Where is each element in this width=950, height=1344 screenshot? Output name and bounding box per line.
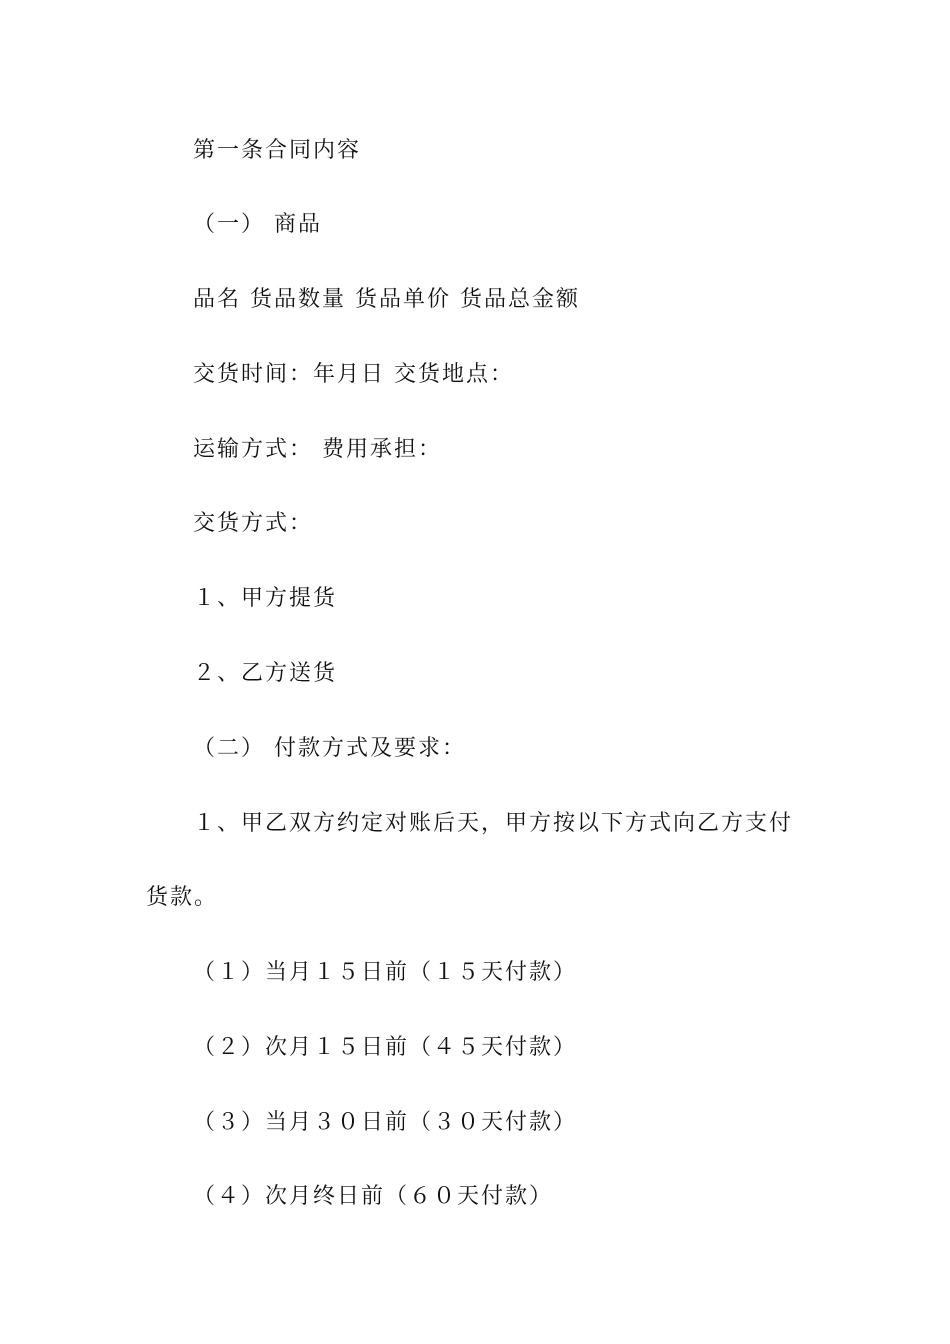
clause-one-heading: 第一条合同内容 <box>193 138 362 163</box>
delivery-option-2: ２、乙方送货 <box>193 661 338 686</box>
payment-option-1: （１）当月１５日前（１５天付款） <box>193 960 578 985</box>
transport-cost-line: 运输方式： 费用承担： <box>193 437 442 462</box>
section-goods-heading: （一） 商品 <box>193 212 322 237</box>
payment-clause-1-continued: 货款。 <box>146 885 219 910</box>
section-payment-heading: （二） 付款方式及要求： <box>193 736 466 761</box>
payment-option-4: （４）次月终日前（６０天付款） <box>193 1184 554 1209</box>
goods-columns-line: 品名 货品数量 货品单价 货品总金额 <box>193 287 580 312</box>
payment-option-2: （２）次月１５日前（４５天付款） <box>193 1035 578 1060</box>
delivery-option-1: １、甲方提货 <box>193 586 338 611</box>
delivery-method-line: 交货方式： <box>193 511 314 536</box>
payment-option-3: （３）当月３０日前（３０天付款） <box>193 1110 578 1135</box>
delivery-time-place-line: 交货时间：年月日 交货地点： <box>193 362 514 387</box>
payment-clause-1: １、甲乙双方约定对账后天，甲方按以下方式向乙方支付 <box>193 811 794 836</box>
